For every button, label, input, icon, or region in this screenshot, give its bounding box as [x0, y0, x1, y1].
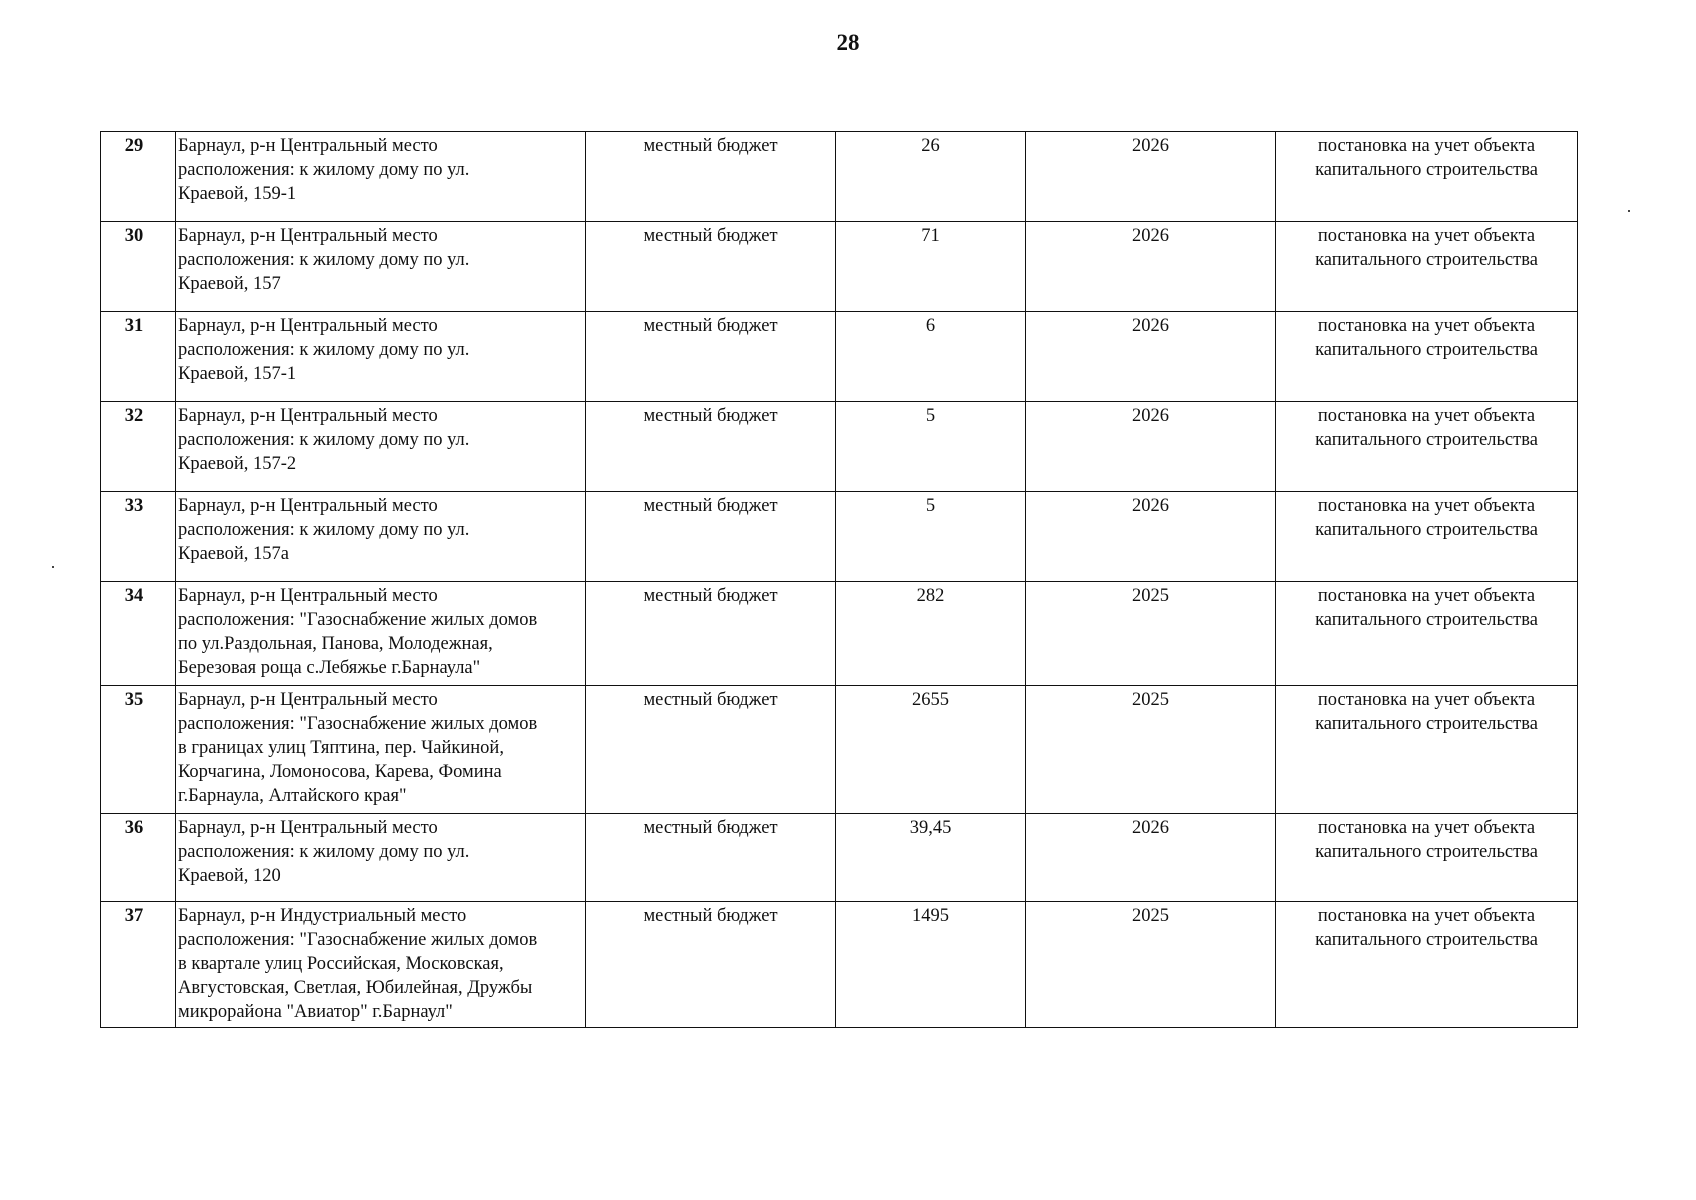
location-cell [176, 402, 586, 492]
location-line: расположения: к жилому дому по ул. [178, 430, 470, 450]
amount-cell: 26 [836, 132, 1026, 222]
year-cell: 2025 [1026, 902, 1276, 1028]
objects-table [100, 131, 1578, 1028]
table-row [101, 312, 1578, 402]
location-cell [176, 312, 586, 402]
result-line: капитального строительства [1315, 160, 1538, 180]
year-cell: 2026 [1026, 222, 1276, 312]
budget-cell: местный бюджет [586, 402, 836, 492]
table-row [101, 402, 1578, 492]
location-cell [176, 814, 586, 902]
row-number: 35 [101, 686, 176, 814]
budget-cell: местный бюджет [586, 902, 836, 1028]
row-number: 31 [101, 312, 176, 402]
location-line: Краевой, 120 [178, 866, 281, 886]
amount-cell: 2655 [836, 686, 1026, 814]
year-cell: 2026 [1026, 402, 1276, 492]
table-row [101, 686, 1578, 814]
result-cell [1276, 402, 1578, 492]
table-row [101, 814, 1578, 902]
location-line: Барнаул, р-н Центральный место [178, 316, 438, 336]
result-line: постановка на учет объекта [1317, 316, 1536, 336]
location-cell [176, 686, 586, 814]
location-line: расположения: "Газоснабжение жилых домов [178, 930, 538, 950]
row-number: 29 [101, 132, 176, 222]
budget-cell: местный бюджет [586, 222, 836, 312]
result-cell [1276, 902, 1578, 1028]
row-number: 34 [101, 582, 176, 686]
amount-cell: 282 [836, 582, 1026, 686]
location-line: Краевой, 157 [178, 274, 281, 294]
year-cell: 2026 [1026, 492, 1276, 582]
location-line: Барнаул, р-н Центральный место [178, 226, 438, 246]
location-cell [176, 132, 586, 222]
result-cell [1276, 132, 1578, 222]
table-row [101, 132, 1578, 222]
year-cell: 2026 [1026, 132, 1276, 222]
result-line: капитального строительства [1315, 930, 1538, 950]
amount-cell: 71 [836, 222, 1026, 312]
result-line: капитального строительства [1315, 842, 1538, 862]
location-line: расположения: к жилому дому по ул. [178, 520, 470, 540]
result-cell [1276, 814, 1578, 902]
budget-cell: местный бюджет [586, 312, 836, 402]
result-line: постановка на учет объекта [1317, 226, 1536, 246]
location-line: Барнаул, р-н Центральный место [178, 136, 438, 156]
result-cell [1276, 686, 1578, 814]
amount-cell: 5 [836, 492, 1026, 582]
row-number: 37 [101, 902, 176, 1028]
location-line: в квартале улиц Российская, Московская, [178, 954, 504, 974]
result-line: постановка на учет объекта [1317, 906, 1536, 926]
location-cell [176, 902, 586, 1028]
location-line: Краевой, 157-1 [178, 364, 297, 384]
amount-cell: 5 [836, 402, 1026, 492]
row-number: 30 [101, 222, 176, 312]
row-number: 33 [101, 492, 176, 582]
result-line: постановка на учет объекта [1317, 586, 1536, 606]
location-line: Березовая роща с.Лебяжье г.Барнаула" [178, 658, 481, 678]
budget-cell: местный бюджет [586, 686, 836, 814]
location-line: Барнаул, р-н Центральный место [178, 586, 438, 606]
location-line: расположения: к жилому дому по ул. [178, 160, 470, 180]
result-line: капитального строительства [1315, 520, 1538, 540]
location-line: Краевой, 157а [178, 544, 289, 564]
location-line: Краевой, 157-2 [178, 454, 297, 474]
result-line: капитального строительства [1315, 250, 1538, 270]
result-line: постановка на учет объекта [1317, 496, 1536, 516]
location-line: микрорайона "Авиатор" г.Барнаул" [178, 1002, 453, 1022]
result-line: постановка на учет объекта [1317, 406, 1536, 426]
year-cell: 2026 [1026, 814, 1276, 902]
table-row [101, 902, 1578, 1028]
result-line: капитального строительства [1315, 714, 1538, 734]
location-line: расположения: к жилому дому по ул. [178, 340, 470, 360]
location-line: Барнаул, р-н Центральный место [178, 690, 438, 710]
result-cell [1276, 582, 1578, 686]
year-cell: 2025 [1026, 686, 1276, 814]
scan-speck [1628, 210, 1630, 212]
location-cell [176, 222, 586, 312]
result-line: постановка на учет объекта [1317, 690, 1536, 710]
location-line: г.Барнаула, Алтайского края" [178, 786, 407, 806]
table-row [101, 222, 1578, 312]
result-line: капитального строительства [1315, 430, 1538, 450]
location-line: расположения: к жилому дому по ул. [178, 250, 470, 270]
amount-cell: 6 [836, 312, 1026, 402]
location-line: Корчагина, Ломоносова, Карева, Фомина [178, 762, 502, 782]
location-line: Августовская, Светлая, Юбилейная, Дружбы [178, 978, 533, 998]
location-line: расположения: "Газоснабжение жилых домов [178, 610, 538, 630]
result-line: постановка на учет объекта [1317, 818, 1536, 838]
table-row [101, 492, 1578, 582]
location-line: Краевой, 159-1 [178, 184, 297, 204]
location-line: расположения: "Газоснабжение жилых домов [178, 714, 538, 734]
location-line: в границах улиц Тяптина, пер. Чайкиной, [178, 738, 504, 758]
location-line: Барнаул, р-н Центральный место [178, 818, 438, 838]
location-line: расположения: к жилому дому по ул. [178, 842, 470, 862]
location-cell [176, 582, 586, 686]
year-cell: 2025 [1026, 582, 1276, 686]
location-cell [176, 492, 586, 582]
location-line: Барнаул, р-н Индустриальный место [178, 906, 467, 926]
scan-speck [52, 566, 54, 568]
year-cell: 2026 [1026, 312, 1276, 402]
table-body [101, 132, 1578, 1028]
table-row [101, 582, 1578, 686]
result-cell [1276, 492, 1578, 582]
amount-cell: 1495 [836, 902, 1026, 1028]
location-line: Барнаул, р-н Центральный место [178, 496, 438, 516]
budget-cell: местный бюджет [586, 492, 836, 582]
result-cell [1276, 312, 1578, 402]
page-number: 28 [836, 30, 860, 55]
budget-cell: местный бюджет [586, 582, 836, 686]
budget-cell: местный бюджет [586, 132, 836, 222]
location-line: Барнаул, р-н Центральный место [178, 406, 438, 426]
result-line: капитального строительства [1315, 340, 1538, 360]
location-line: по ул.Раздольная, Панова, Молодежная, [178, 634, 493, 654]
budget-cell: местный бюджет [586, 814, 836, 902]
amount-cell: 39,45 [836, 814, 1026, 902]
row-number: 32 [101, 402, 176, 492]
result-cell [1276, 222, 1578, 312]
result-line: капитального строительства [1315, 610, 1538, 630]
result-line: постановка на учет объекта [1317, 136, 1536, 156]
row-number: 36 [101, 814, 176, 902]
